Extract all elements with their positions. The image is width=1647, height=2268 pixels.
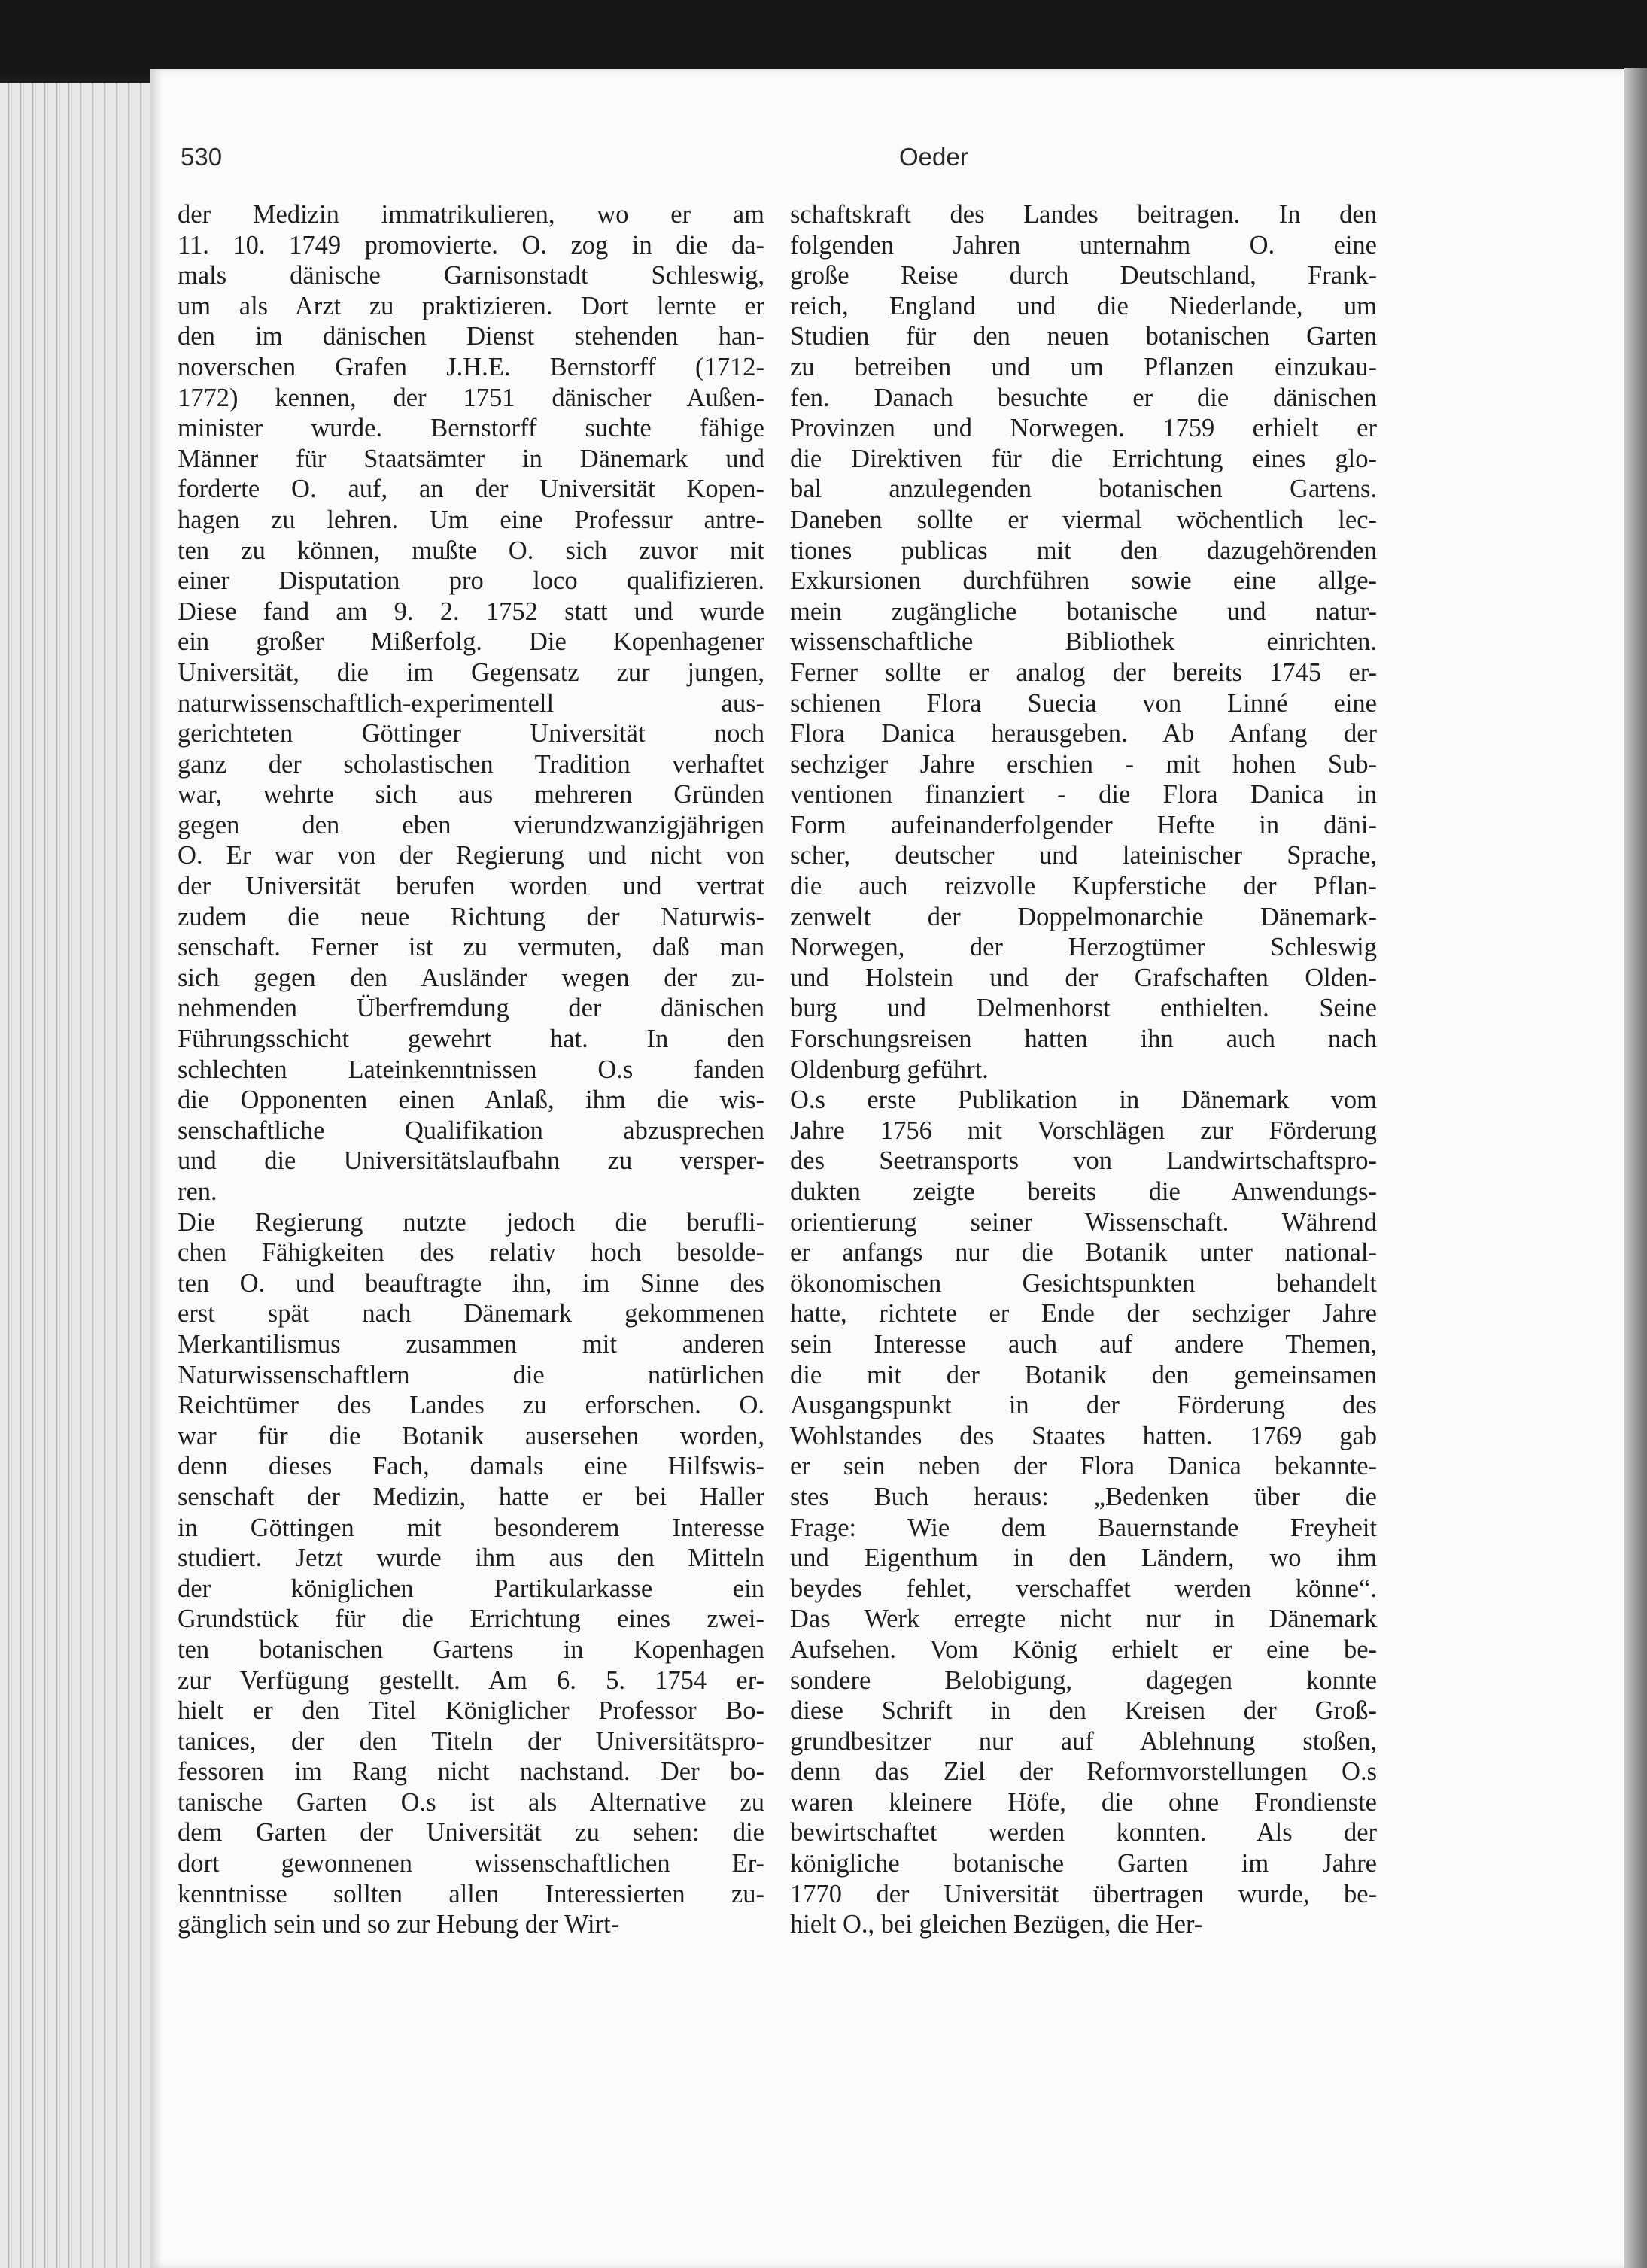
text-line: Merkantilismus zusammen mit anderen (178, 1329, 764, 1359)
text-line: kenntnisse sollten allen Interessierten zu- (178, 1879, 764, 1908)
text-line: und Eigenthum in den Ländern, wo ihm (790, 1544, 1377, 1573)
text-line: des Seetransports von Landwirtschaftspro- (790, 1146, 1377, 1176)
text-line: bal anzulegenden botanischen Gartens. (790, 475, 1377, 504)
text-line: studiert. Jetzt wurde ihm aus den Mitteln (178, 1544, 764, 1573)
text-line: schienen Flora Suecia von Linné eine (790, 688, 1377, 718)
text-line: Norwegen, der Herzogtümer Schleswig (790, 933, 1377, 962)
text-line: sechziger Jahre erschien - mit hohen Sub- (790, 749, 1377, 779)
text-line: sich gegen den Ausländer wegen der zu- (178, 963, 764, 992)
text-line: den im dänischen Dienst stehenden han- (178, 322, 764, 351)
text-line: hagen zu lehren. Um eine Professur antre- (178, 505, 764, 534)
text-line: zenwelt der Doppelmonarchie Dänemark- (790, 902, 1377, 931)
text-line: dukten zeigte bereits die Anwendungs- (790, 1177, 1377, 1206)
text-line: senschaftliche Qualifikation abzusprechen (178, 1116, 764, 1145)
text-line: Forschungsreisen hatten ihn auch nach (790, 1025, 1377, 1054)
text-line: zu betreiben und um Pflanzen einzukau- (790, 352, 1377, 381)
text-line: ten zu können, mußte O. sich zuvor mit (178, 536, 764, 565)
text-line: wissenschaftliche Bibliothek einrichten. (790, 627, 1377, 657)
text-line: O. Er war von der Regierung und nicht von (178, 841, 764, 870)
text-line: die mit der Botanik den gemeinsamen (790, 1360, 1377, 1389)
left-text-column (178, 199, 764, 1940)
text-line: ein großer Mißerfolg. Die Kopenhagener (178, 627, 764, 657)
text-line: sein Interesse auch auf andere Themen, (790, 1329, 1377, 1359)
text-line: in Göttingen mit besonderem Interesse (178, 1513, 764, 1542)
text-line: einer Disputation pro loco qualifizieren. (178, 566, 764, 596)
text-line: Die Regierung nutzte jedoch die berufli- (178, 1207, 764, 1237)
text-line: Naturwissenschaftlern die natürlichen (178, 1360, 764, 1389)
text-line: Männer für Staatsämter in Dänemark und (178, 444, 764, 473)
text-line: große Reise durch Deutschland, Frank- (790, 261, 1377, 290)
text-line: der Universität berufen worden und vertrat (178, 872, 764, 901)
text-line: der Medizin immatrikulieren, wo er am (178, 200, 764, 229)
text-line: sondere Belobigung, dagegen konnte (790, 1665, 1377, 1695)
text-line: zudem die neue Richtung der Naturwis- (178, 902, 764, 931)
text-line: ren. (178, 1177, 217, 1206)
text-line: Form aufeinanderfolgender Hefte in däni- (790, 810, 1377, 839)
text-line: um als Arzt zu praktizieren. Dort lernte er (178, 291, 764, 320)
text-line: hielt er den Titel Königlicher Professor Bo- (178, 1696, 764, 1726)
text-line: Wohlstandes des Staates hatten. 1769 gab (790, 1421, 1377, 1450)
text-line: schlechten Lateinkenntnissen O.s fanden (178, 1055, 764, 1084)
text-line: orientierung seiner Wissenschaft. Während (790, 1207, 1377, 1237)
text-line: Das Werk erregte nicht nur in Dänemark (790, 1605, 1377, 1634)
text-line: Flora Danica herausgeben. Ab Anfang der (790, 719, 1377, 748)
text-line: mals dänische Garnisonstadt Schleswig, (178, 261, 764, 290)
running-head (181, 143, 1647, 188)
text-line: Aufsehen. Vom König erhielt er eine be- (790, 1635, 1377, 1664)
text-line: tiones publicas mit den dazugehörenden (790, 536, 1377, 565)
text-line: stes Buch heraus: „Bedenken über die (790, 1482, 1377, 1511)
text-line: schaftskraft des Landes beitragen. In den (790, 200, 1377, 229)
text-line: zur Verfügung gestellt. Am 6. 5. 1754 er- (178, 1665, 764, 1695)
text-line: bewirtschaftet werden konnten. Als der (790, 1818, 1377, 1847)
text-line: erst spät nach Dänemark gekommenen (178, 1299, 764, 1328)
text-line: tanices, der den Titeln der Universitätspro- (178, 1726, 764, 1756)
text-line: Daneben sollte er viermal wöchentlich lec- (790, 505, 1377, 534)
book-page-edges (0, 83, 150, 2268)
text-line: Frage: Wie dem Bauernstande Freyheit (790, 1513, 1377, 1542)
text-line: fessoren im Rang nicht nachstand. Der bo- (178, 1757, 764, 1787)
text-line: O.s erste Publikation in Dänemark vom (790, 1085, 1377, 1115)
text-line: Führungsschicht gewehrt hat. In den (178, 1025, 764, 1054)
text-line: Ferner sollte er analog der bereits 1745 er- (790, 657, 1377, 687)
text-line: chen Fähigkeiten des relativ hoch besolde- (178, 1238, 764, 1268)
text-line: gegen den eben vierundzwanzigjährigen (178, 810, 764, 839)
text-line: denn das Ziel der Reformvorstellungen O.s (790, 1757, 1377, 1787)
page-number: 530 (181, 143, 223, 171)
text-line: minister wurde. Bernstorff suchte fähige (178, 414, 764, 443)
text-line: diese Schrift in den Kreisen der Groß- (790, 1696, 1377, 1726)
text-line: scher, deutscher und lateinischer Sprache, (790, 841, 1377, 870)
text-line: denn dieses Fach, damals eine Hilfswis- (178, 1452, 764, 1481)
text-line: der königlichen Partikularkasse ein (178, 1574, 764, 1603)
text-line: mein zugängliche botanische und natur- (790, 597, 1377, 626)
text-line: Jahre 1756 mit Vorschlägen zur Förderung (790, 1116, 1377, 1145)
text-line: ten botanischen Gartens in Kopenhagen (178, 1635, 764, 1664)
text-line: die Opponenten einen Anlaß, ihm die wis- (178, 1085, 764, 1115)
text-line: senschaft der Medizin, hatte er bei Haller (178, 1482, 764, 1511)
text-line: gerichteten Göttinger Universität noch (178, 719, 764, 748)
text-line: nehmenden Überfremdung der dänischen (178, 994, 764, 1023)
text-line: ten O. und beauftragte ihn, im Sinne des (178, 1268, 764, 1298)
text-line: fen. Danach besuchte er die dänischen (790, 383, 1377, 412)
text-line: war, wehrte sich aus mehreren Gründen (178, 780, 764, 809)
text-line: tanische Garten O.s ist als Alternative zu (178, 1787, 764, 1817)
right-text-column (790, 199, 1377, 1940)
text-line: grundbesitzer nur auf Ablehnung stoßen, (790, 1726, 1377, 1756)
text-line: gänglich sein und so zur Hebung der Wirt- (178, 1910, 620, 1939)
text-line: Ausgangspunkt in der Förderung des (790, 1391, 1377, 1420)
text-line: die auch reizvolle Kupferstiche der Pflan- (790, 872, 1377, 901)
text-line: reich, England und die Niederlande, um (790, 291, 1377, 320)
text-line: ökonomischen Gesichtspunkten behandelt (790, 1268, 1377, 1298)
running-title: Oeder (899, 143, 968, 171)
text-line: 11. 10. 1749 promovierte. O. zog in die da- (178, 230, 764, 260)
text-line: er anfangs nur die Botanik unter national- (790, 1238, 1377, 1268)
text-line: dort gewonnenen wissenschaftlichen Er- (178, 1849, 764, 1878)
text-line: ventionen finanziert - die Flora Danica in (790, 780, 1377, 809)
text-line: burg und Delmenhorst enthielten. Seine (790, 994, 1377, 1023)
text-line: Diese fand am 9. 2. 1752 statt und wurde (178, 597, 764, 626)
text-line: Oldenburg geführt. (790, 1055, 989, 1084)
scan-top-edge (0, 0, 1647, 75)
text-line: war für die Botanik ausersehen worden, (178, 1421, 764, 1450)
text-line: Grundstück für die Errichtung eines zwei- (178, 1605, 764, 1634)
text-line: forderte O. auf, an der Universität Kopen- (178, 475, 764, 504)
text-line: Reichtümer des Landes zu erforschen. O. (178, 1391, 764, 1420)
text-line: die Direktiven für die Errichtung eines glo- (790, 444, 1377, 473)
text-line: er sein neben der Flora Danica bekannte- (790, 1452, 1377, 1481)
text-line: Universität, die im Gegensatz zur jungen, (178, 657, 764, 687)
text-line: hatte, richtete er Ende der sechziger Jahre (790, 1299, 1377, 1328)
text-line: beydes fehlet, verschaffet werden könne“. (790, 1574, 1377, 1603)
text-line: und die Universitätslaufbahn zu versper- (178, 1146, 764, 1176)
text-line: dem Garten der Universität zu sehen: die (178, 1818, 764, 1847)
page-right-edge (1624, 68, 1647, 2268)
text-line: Exkursionen durchführen sowie eine allge- (790, 566, 1377, 596)
text-line: 1772) kennen, der 1751 dänischer Außen- (178, 383, 764, 412)
text-line: ganz der scholastischen Tradition verhaftet (178, 749, 764, 779)
text-line: königliche botanische Garten im Jahre (790, 1849, 1377, 1878)
text-line: senschaft. Ferner ist zu vermuten, daß man (178, 933, 764, 962)
text-line: 1770 der Universität übertragen wurde, be- (790, 1879, 1377, 1908)
text-line: naturwissenschaftlich-experimentell aus- (178, 688, 764, 718)
text-line: waren kleinere Höfe, die ohne Frondienste (790, 1787, 1377, 1817)
text-line: Studien für den neuen botanischen Garten (790, 322, 1377, 351)
text-line: und Holstein und der Grafschaften Olden- (790, 963, 1377, 992)
text-line: noverschen Grafen J.H.E. Bernstorff (1712- (178, 352, 764, 381)
text-line: folgenden Jahren unternahm O. eine (790, 230, 1377, 260)
text-line: Provinzen und Norwegen. 1759 erhielt er (790, 414, 1377, 443)
text-line: hielt O., bei gleichen Bezügen, die Her- (790, 1910, 1203, 1939)
